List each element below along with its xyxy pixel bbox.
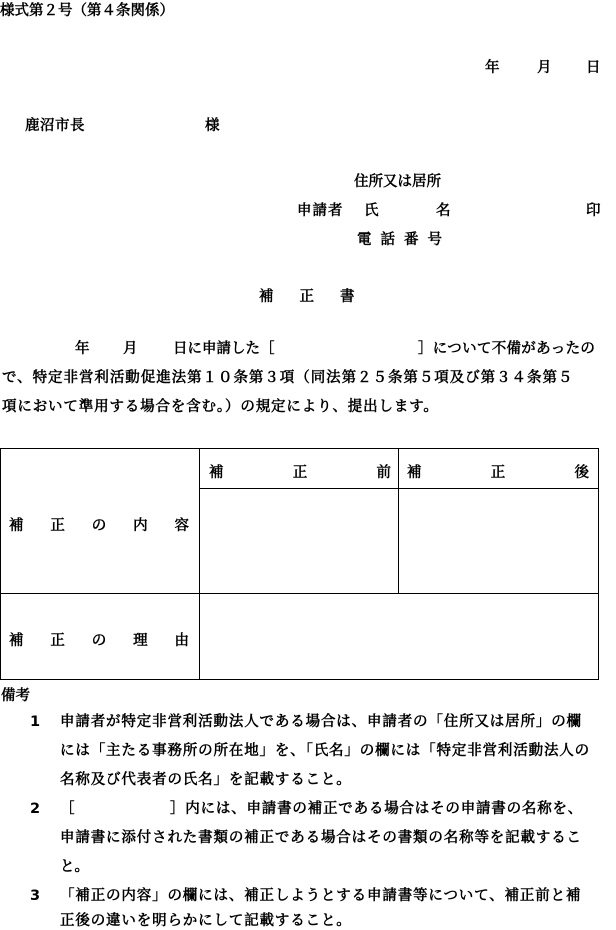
label-char: 補: [9, 518, 24, 534]
label-char: の: [91, 518, 107, 534]
note-1-number: 1: [30, 714, 41, 730]
note-2-line-1-tail: ］内には、申請書の補正である場合はその申請書の名称を、: [170, 801, 584, 817]
notes-heading: 備考: [1, 688, 30, 704]
label-char: 正: [50, 633, 65, 649]
note-1-line-2: には「主たる事務所の所在地」を、「氏名」の欄には「特定非営利活動法人の: [60, 743, 590, 759]
table-header-before: [209, 461, 391, 482]
applicant-seal: 印: [586, 203, 601, 219]
label-char: 補: [9, 633, 24, 649]
applicant-name-label-1: 氏: [364, 203, 379, 219]
note-3-line-1: 「補正の内容」の欄には、補正しようとする申請書等について、補正前と補: [60, 888, 582, 904]
table-header-after: [407, 461, 589, 482]
note-2-line-2: 申請書に添付された書類の補正である場合はその書類の名称等を記載するこ: [60, 830, 582, 846]
body-line-1-month: 月: [123, 341, 138, 357]
note-2-bracket-open: ［: [60, 801, 75, 817]
label-char: 由: [174, 633, 189, 649]
table-divider-header: [199, 488, 599, 489]
label-char: 容: [174, 518, 189, 534]
body-line-1-tail: 日に申請した［: [173, 341, 275, 357]
table-border-left: [0, 448, 1, 680]
addressee-name: 鹿沼市長: [25, 118, 85, 134]
label-char: 内: [133, 518, 148, 534]
note-3-number: 3: [30, 888, 41, 904]
table-cell-before[interactable]: [203, 494, 393, 589]
table-border-right: [598, 448, 599, 680]
document-title: 補正書: [259, 289, 381, 305]
table-divider-mid: [398, 448, 399, 594]
applicant-phone-label: 電話番号: [357, 232, 451, 248]
note-2-number: 2: [30, 801, 41, 817]
table-label-reason: [9, 629, 189, 650]
table-divider-row: [0, 593, 599, 594]
body-line-1-year: 年: [75, 341, 90, 357]
label-char: の: [91, 633, 107, 649]
table-cell-after[interactable]: [402, 494, 594, 589]
label-char: 補: [209, 465, 224, 481]
label-char: 理: [133, 633, 148, 649]
table-divider-col: [199, 448, 200, 680]
label-char: 正: [292, 465, 308, 481]
label-char: 正: [50, 518, 65, 534]
form-label: 様式第２号（第４条関係）: [0, 3, 174, 19]
table-cell-reason[interactable]: [203, 598, 593, 675]
date-year: 年: [485, 60, 500, 76]
table-border-bottom: [0, 679, 599, 680]
label-char: 正: [490, 465, 506, 481]
applicant-address-label: 住所又は居所: [354, 174, 441, 190]
date-month: 月: [537, 60, 552, 76]
body-line-1-after-bracket: ］について不備があったの: [418, 341, 596, 357]
note-3-line-2: 正後の違いを明らかにして記載すること。: [60, 913, 352, 929]
body-line-3: 項において準用する場合を含む。）の規定により、提出します。: [2, 399, 439, 415]
label-char: 補: [407, 465, 422, 481]
note-1-line-1: 申請者が特定非営利活動法人である場合は、申請者の「住所又は居所」の欄: [60, 714, 582, 730]
date-day: 日: [586, 60, 601, 76]
label-char: 前: [376, 465, 391, 481]
body-line-2: で、特定非営利活動促進法第１０条第３項（同法第２５条第５項及び第３４条第５: [2, 370, 574, 386]
applicant-role-label: 申請者: [297, 203, 344, 219]
addressee-honorific: 様: [205, 118, 220, 134]
applicant-name-label-2: 名: [436, 203, 451, 219]
note-1-line-3: 名称及び代表者の氏名」を記載すること。: [60, 772, 352, 788]
table-label-content: [9, 514, 189, 535]
label-char: 後: [574, 465, 589, 481]
table-border-top: [0, 448, 599, 449]
note-2-line-3: と。: [60, 859, 89, 875]
